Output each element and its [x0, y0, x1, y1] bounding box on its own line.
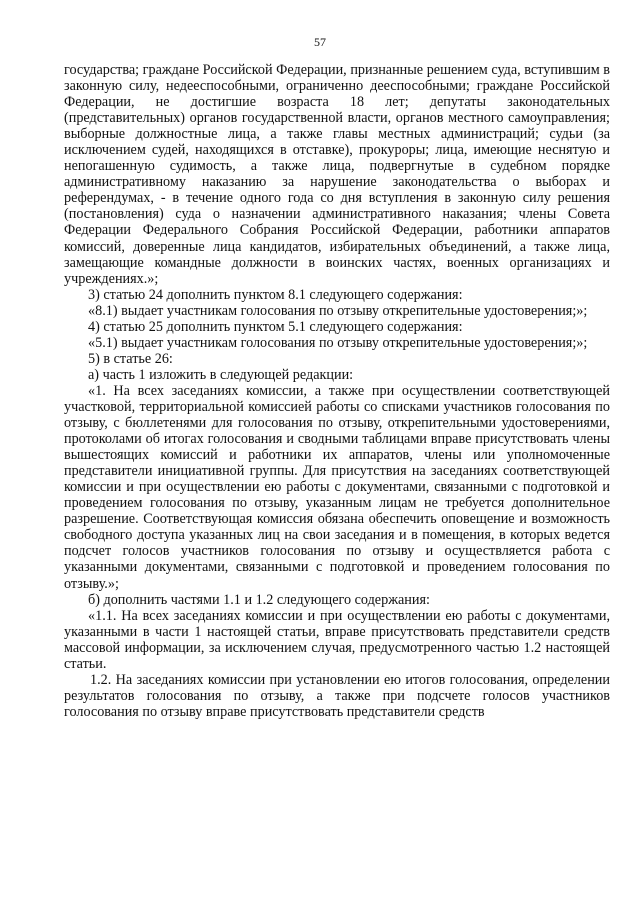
paragraph-quote-part-1: «1. На всех заседаниях комиссии, а также при осуществлении соответствующей участковой, территориальной комиссией работы со списками участников голосования по отзыву, с бюллетенями для голосования по отзыву, открепительными удостоверениями, протоколами об итогах голосования и сводными таблицами вправе присутствовать члены вышестоящих комиссий и работники их аппаратов, члены или уполномоченные представители инициативной группы. Для присутствия на заседаниях соответствующей комиссии и при осуществлении ею работы с документами, связанными с подготовкой и проведением голосования по отзыву, указанным лицам не требуется дополнительное разрешение. Соответствующая комиссия обязана обеспечить оповещение и возможность свободного доступа указанных лиц на свои заседания и в помещения, в которых ведется подсчет голосов участников голосования по отзыву и осуществляется работа с указанными документами, связанными с подготовкой и проведением голосования по отзыву.»;: [64, 382, 610, 592]
paragraph-part-1-2: 1.2. На заседаниях комиссии при установлении ею итогов голосования, определении результатов голосования по отзыву, а также при подсчете голосов участников голосования по отзыву вправе присутствовать представители средств: [64, 671, 610, 720]
paragraph-subitem-a: а) часть 1 изложить в следующей редакции:: [88, 366, 354, 383]
paragraph-item-3: 3) статью 24 дополнить пунктом 8.1 следующего содержания:: [88, 286, 463, 303]
paragraph-item-5: 5) в статье 26:: [88, 350, 173, 367]
paragraph-quote-8-1: «8.1) выдает участникам голосования по отзыву открепительные удостоверения;»;: [88, 302, 588, 319]
document-body: [64, 62, 610, 720]
paragraph-continuation: государства; граждане Российской Федерации, признанные решением суда, вступившим в законную силу, недееспособными, ограниченно дееспособными; граждане Российской Федерации, не достигшие возраста 18 лет; депутаты законодательных (представительных) органов государственной власти, органов местного самоуправления; выборные должностные лица, а также главы местных администраций; судьи (за исключением судей, находящихся в отставке), прокуроры; лица, имеющие неснятую и непогашенную судимость, а также лица, подвергнутые в судебном порядке административному наказанию за нарушение законодательства о выборах и референдумах, - в течение одного года со дня вступления в законную силу решения (постановления) суда о назначении административного наказания; члены Совета Федерации Федерального Собрания Российской Федерации, работники аппаратов комиссий, доверенные лица кандидатов, избирательных объединений, а также лица, замещающие командные должности в воинских частях, военных организациях и учреждениях.»;: [64, 62, 610, 287]
paragraph-quote-part-1-1: «1.1. На всех заседаниях комиссии и при осуществлении ею работы с документами, указанными в части 1 настоящей статьи, вправе присутствовать представители средств массовой информации, за исключением случая, предусмотренного частью 1.2 настоящей статьи.: [64, 607, 610, 672]
paragraph-subitem-b: б) дополнить частями 1.1 и 1.2 следующего содержания:: [88, 591, 430, 608]
paragraph-quote-5-1: «5.1) выдает участникам голосования по отзыву открепительные удостоверения;»;: [88, 334, 588, 351]
paragraph-item-4: 4) статью 25 дополнить пунктом 5.1 следующего содержания:: [88, 318, 463, 335]
page-number: 57: [314, 35, 326, 49]
